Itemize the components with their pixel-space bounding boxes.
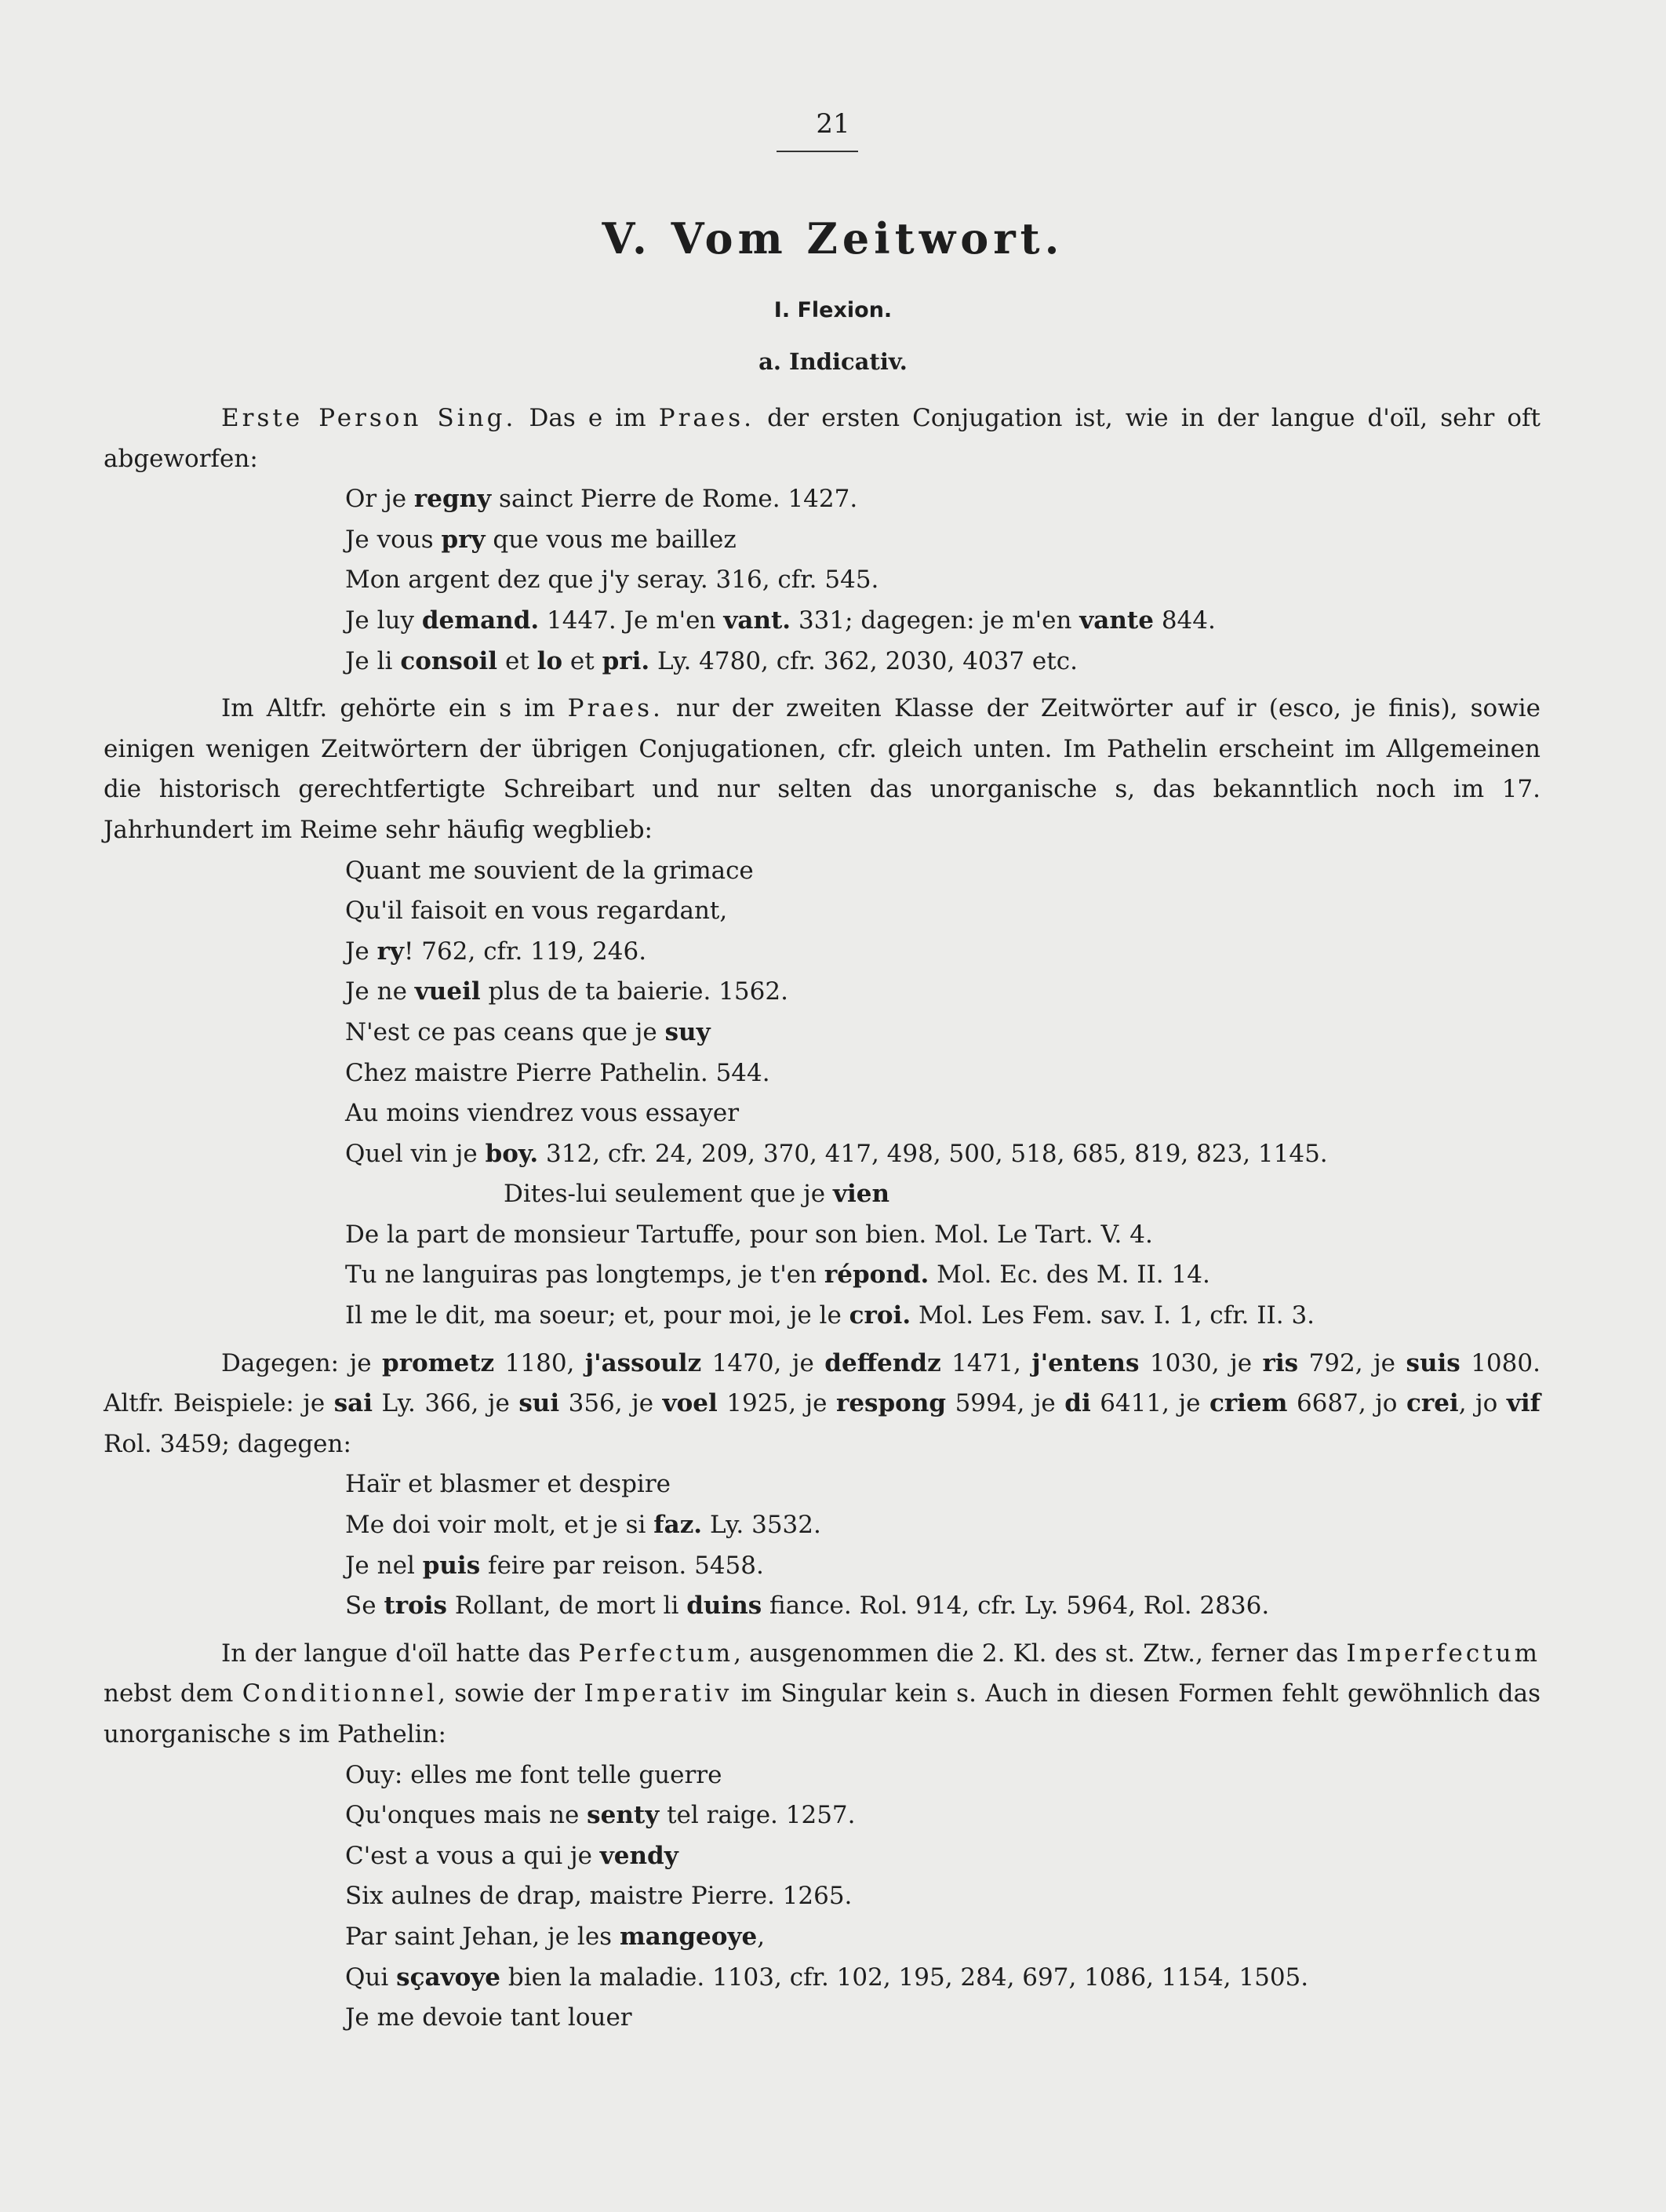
verse-line: Je nel puis feire par reison. 5458. xyxy=(345,1551,764,1580)
verse-line: Se trois Rollant, de mort li duins fiance. Rol. 914, cfr. Ly. 5964, Rol. 2836. xyxy=(345,1592,1270,1621)
verse-line: Dites-lui seulement que je vien xyxy=(504,1180,889,1209)
verse-line: Je ry! 762, cfr. 119, 246. xyxy=(345,937,647,966)
verse-line: Or je regny sainct Pierre de Rome. 1427. xyxy=(345,485,858,514)
verse-line: Haïr et blasmer et despire xyxy=(345,1470,671,1499)
chapter-title: V. Vom Zeitwort. xyxy=(602,213,1064,264)
verse-line: Mon argent dez que j'y seray. 316, cfr. 545. xyxy=(345,566,879,595)
verse-line: Qui sçavoye bien la maladie. 1103, cfr. 102, 195, 284, 697, 1086, 1154, 1505. xyxy=(345,1963,1309,1992)
section-title: I. Flexion. xyxy=(773,298,893,322)
page-number: 21 xyxy=(816,108,850,140)
verse-line: Je luy demand. 1447. Je m'en vant. 331; dagegen: je m'en vante 844. xyxy=(345,606,1216,635)
term-praes: Praes. xyxy=(658,404,755,432)
verse-line: C'est a vous a qui je vendy xyxy=(345,1841,678,1870)
verse-line: Me doi voir molt, et je si faz. Ly. 3532. xyxy=(345,1511,821,1540)
verse-line: N'est ce pas ceans que je suy xyxy=(345,1017,711,1046)
paragraph-2: Im Altfr. gehörte ein s im Praes. nur der zweiten Klasse der Zeitwörter auf ir (esco, je finis), sowie einigen wenigen Zeitwörtern der übrigen Conjugationen, cfr. gleich unten. Im Pathelin erscheint im Allgemeinen die historisch gerechtfertigte Schreibart und nur selten das unorganische s, das bekanntlich noch im 17. Jahrhundert im Reime sehr häufig wegblieb: xyxy=(104,694,1541,844)
paragraph-3: Dagegen: je prometz 1180, j'assoulz 1470, je deffendz 1471, j'entens 1030, je ris 792, je suis 1080. Altfr. Beispiele: je sai Ly. 366, je sui 356, je voel 1925, je respong 5994, je di 6411, je criem 6687, jo crei, jo vif Rol. 3459; dagegen: xyxy=(104,1348,1541,1458)
body-text xyxy=(104,398,1541,2039)
verse-line: Quel vin je boy. 312, cfr. 24, 209, 370, 417, 498, 500, 518, 685, 819, 823, 1145. xyxy=(345,1139,1328,1168)
subsection-title: a. Indicativ. xyxy=(758,348,908,375)
page-number-underline xyxy=(777,151,858,152)
verse-line: Au moins viendrez vous essayer xyxy=(345,1099,740,1128)
verse-line: Je li consoil et lo et pri. Ly. 4780, cfr. 362, 2030, 4037 etc. xyxy=(345,646,1078,675)
verse-line: Qu'il faisoit en vous regardant, xyxy=(345,897,728,926)
verse-line: Je me devoie tant louer xyxy=(345,2003,632,2032)
verse-line: Six aulnes de drap, maistre Pierre. 1265. xyxy=(345,1882,853,1911)
verse-line: De la part de monsieur Tartuffe, pour son bien. Mol. Le Tart. V. 4. xyxy=(345,1220,1153,1249)
verse-line: Qu'onques mais ne senty tel raige. 1257. xyxy=(345,1801,856,1830)
term-erste-person: Erste Person Sing. xyxy=(221,404,517,432)
verse-line: Tu ne languiras pas longtemps, je t'en répond. Mol. Ec. des M. II. 14. xyxy=(345,1261,1210,1290)
verse-line: Il me le dit, ma soeur; et, pour moi, je le croi. Mol. Les Fem. sav. I. 1, cfr. II. 3. xyxy=(345,1301,1315,1330)
paragraph-4: In der langue d'oïl hatte das Perfectum, ausgenommen die 2. Kl. des st. Ztw., ferner das Imperfectum nebst dem Conditionnel, sowie der Imperativ im Singular kein s. Auch in diesen Formen fehlt gewöhnlich das unorganische s im Pathelin: xyxy=(104,1639,1541,1748)
verse-line: Quant me souvient de la grimace xyxy=(345,856,754,885)
verse-line: Je vous pry que vous me baillez xyxy=(345,525,737,554)
paragraph-1: Erste Person Sing. Das e im Praes. der ersten Conjugation ist, wie in der langue d'oïl, sehr oft abgeworfen: xyxy=(104,404,1541,473)
verse-line: Par saint Jehan, je les mangeoye, xyxy=(345,1922,766,1951)
verse-line: Chez maistre Pierre Pathelin. 544. xyxy=(345,1058,770,1087)
verse-line: Je ne vueil plus de ta baierie. 1562. xyxy=(345,977,788,1006)
verse-line: Ouy: elles me font telle guerre xyxy=(345,1760,722,1789)
